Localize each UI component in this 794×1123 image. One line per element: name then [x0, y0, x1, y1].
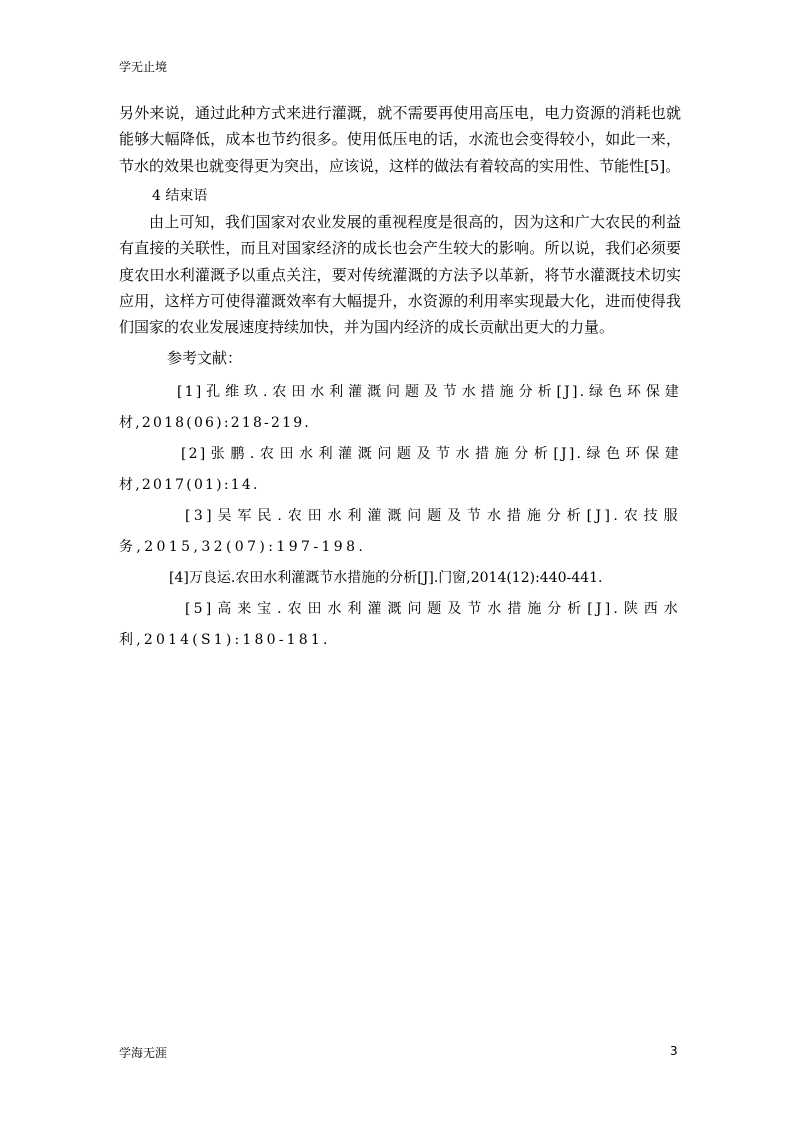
paragraph-energy-saving: 另外来说，通过此种方式来进行灌溉，就不需要再使用高压电，电力资源的消耗也就能够大幅降低，成本也节约很多。使用低压电的话，水流也会变得较小，如此一来，节水的效果也就变得更为突出，应该说，这样的做法有着较高的实用性、节能性[5]。: [119, 104, 681, 175]
reference-item-2: [2]张鹏.农田水利灌溉问题及节水措施分析[J].绿色环保建材,2017(01):14.: [119, 445, 681, 493]
reference-item-3: [3]吴军民.农田水利灌溉问题及节水措施分析[J].农技服务,2015,32(07):197-198.: [119, 507, 681, 555]
reference-list: [119, 377, 681, 656]
paragraph-conclusion: 由上可知，我们国家对农业发展的重视程度是很高的，因为这和广大农民的利益有直接的关联性，而且对国家经济的成长也会产生较大的影响。所以说，我们必须要度农田水利灌溉予以重点关注，要对传统灌溉的方法予以革新，将节水灌溉技术切实应用，这样方可使得灌溉效率有大幅提升，水资源的利用率实现最大化，进而使得我们国家的农业发展速度持续加快，并为国内经济的成长贡献出更大的力量。: [119, 213, 681, 337]
reference-item-5: [5]高来宝.农田水利灌溉问题及节水措施分析[J].陕西水利,2014(S1):180-181.: [119, 600, 681, 648]
page-header: 学无止境: [119, 60, 168, 74]
reference-item-4: [4]万良运.农田水利灌溉节水措施的分析[J].门窗,2014(12):440-441.: [169, 569, 603, 586]
references-title: 参考文献：: [167, 348, 243, 367]
section-heading-conclusion: 4 结束语: [152, 187, 208, 204]
document-body: [119, 100, 681, 656]
page-number: 3: [670, 1044, 678, 1058]
reference-item-1: [1]孔维玖.农田水利灌溉问题及节水措施分析[J].绿色环保建材,2018(06):218-219.: [119, 383, 681, 431]
page-footer: 学海无涯: [119, 1046, 168, 1060]
